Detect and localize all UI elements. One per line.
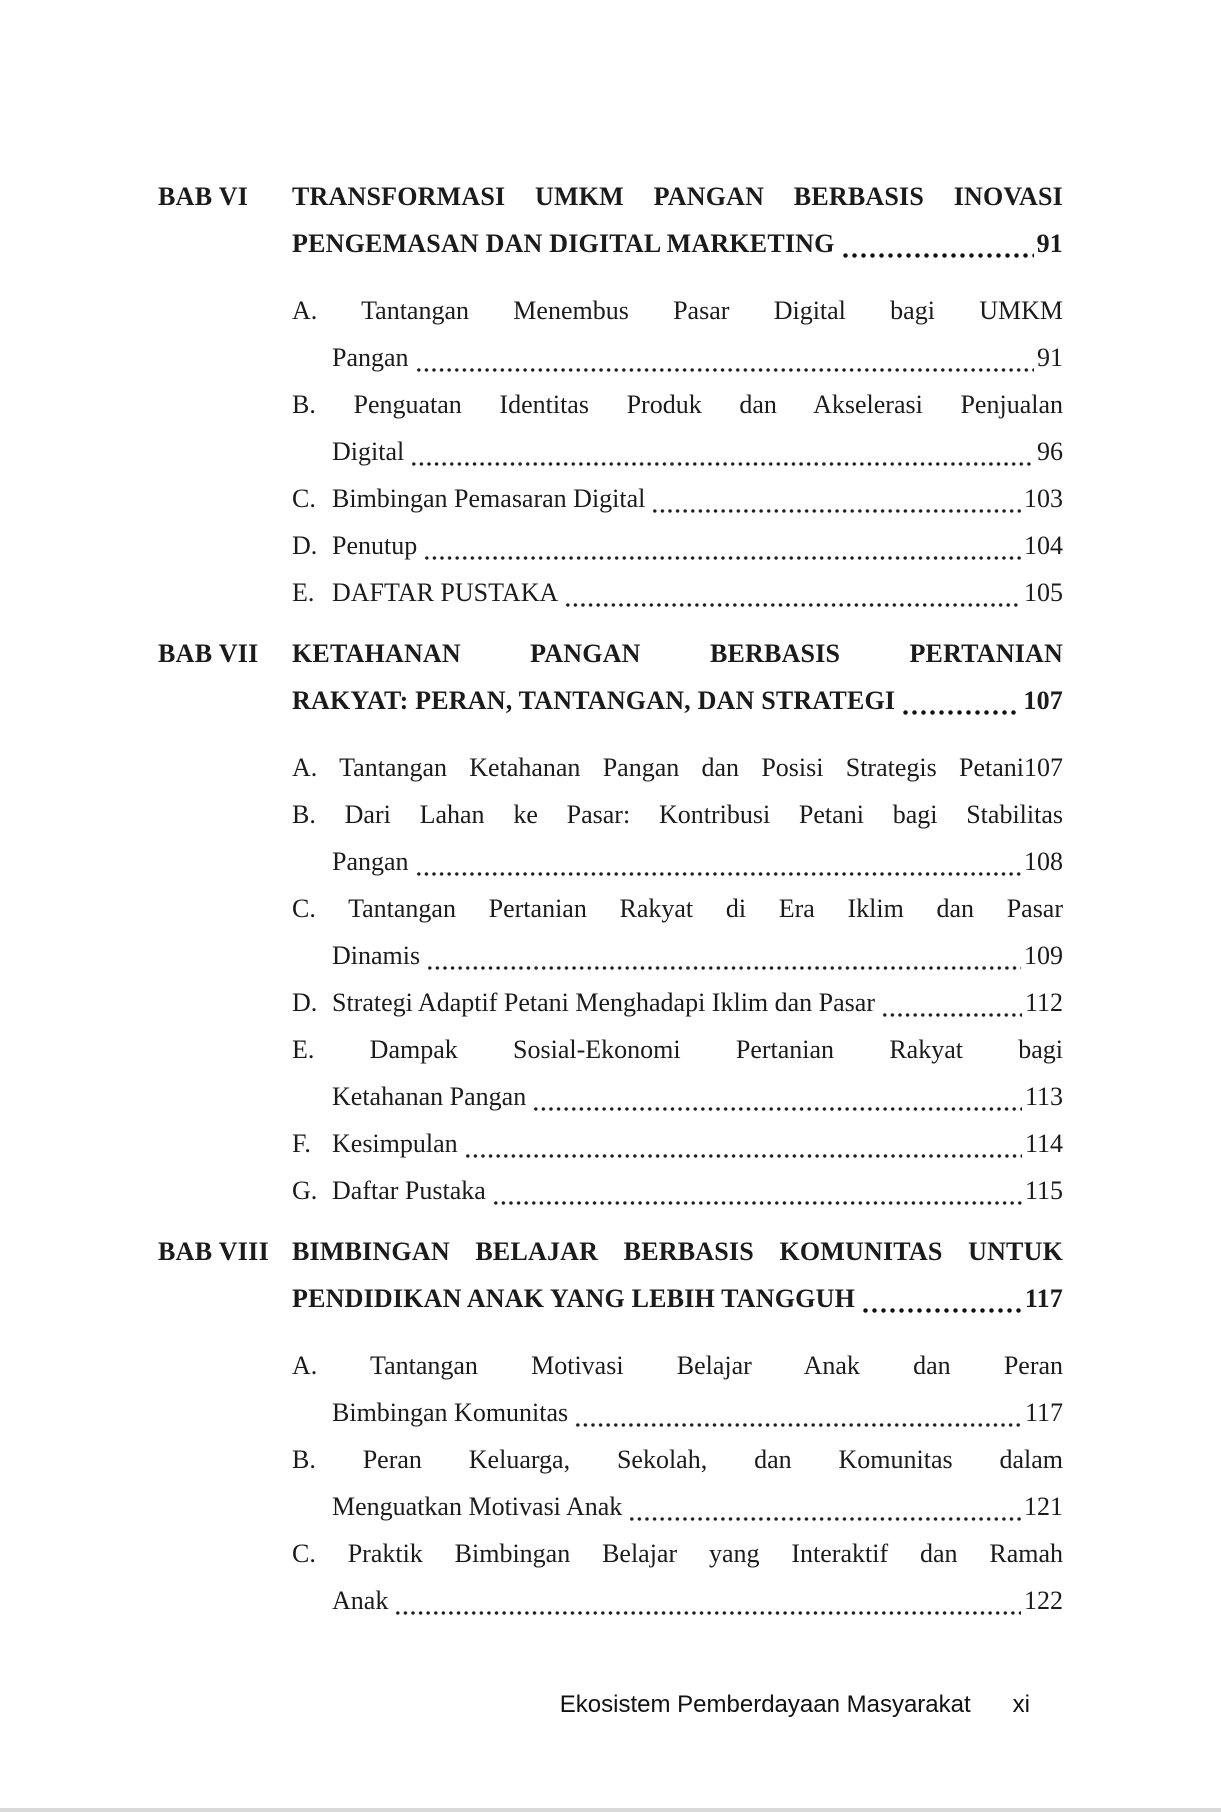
page-number: 91 xyxy=(1036,229,1063,258)
toc-item-line xyxy=(292,1167,1063,1214)
chapter-items xyxy=(292,287,1063,616)
entry-text: Menguatkan Motivasi Anak xyxy=(332,1492,623,1521)
dot-leader xyxy=(881,979,1022,1026)
dot-leader xyxy=(415,334,1034,381)
page-number: 113 xyxy=(1024,1082,1063,1111)
toc-item-line xyxy=(332,932,1063,979)
toc-item-line xyxy=(292,1342,1063,1389)
dot-leader xyxy=(651,475,1021,522)
entry-text: Kesimpulan xyxy=(332,1129,458,1158)
entry-text: DAFTAR PUSTAKA xyxy=(332,578,559,607)
chapter-title-line xyxy=(292,1228,1063,1275)
entry-text: Dampak Sosial-Ekonomi Pertanian Rakyat bagi xyxy=(369,1035,1063,1064)
entry-text: PENDIDIKAN ANAK YANG LEBIH TANGGUH xyxy=(292,1284,855,1313)
entry-text: PENGEMASAN DAN DIGITAL MARKETING xyxy=(292,229,835,258)
page-number: 121 xyxy=(1024,1492,1063,1521)
entry-text: Bimbingan Komunitas xyxy=(332,1398,569,1427)
toc-item-line xyxy=(292,1530,1063,1577)
entry-text: Praktik Bimbingan Belajar yang Interaktif dan Ramah xyxy=(347,1539,1063,1568)
entry-text: Penutup xyxy=(332,531,418,560)
item-letter: B. xyxy=(292,390,316,419)
dot-leader xyxy=(564,569,1021,616)
chapter-entry xyxy=(158,1228,1063,1624)
dot-leader xyxy=(426,932,1021,979)
dot-leader xyxy=(901,677,1020,724)
toc-item-line xyxy=(332,334,1063,381)
toc-item-line xyxy=(332,1389,1063,1436)
item-letter: D. xyxy=(292,531,318,560)
toc-item-line xyxy=(332,1073,1063,1120)
page-number: 96 xyxy=(1037,437,1063,466)
dot-leader xyxy=(532,1073,1022,1120)
toc-item-line xyxy=(292,522,1063,569)
page-footer xyxy=(560,1691,1030,1719)
toc-item-line xyxy=(292,979,1063,1026)
page-number: 107 xyxy=(1024,753,1063,782)
dot-leader xyxy=(492,1167,1022,1214)
chapter-title-line xyxy=(292,173,1063,220)
entry-text: Daftar Pustaka xyxy=(332,1176,486,1205)
item-letter: A. xyxy=(292,1351,318,1380)
page-number: 105 xyxy=(1024,578,1063,607)
item-letter: G. xyxy=(292,1176,318,1205)
item-letter: A. xyxy=(292,296,318,325)
scan-edge-artifact xyxy=(0,1808,1221,1812)
entry-text: Tantangan Menembus Pasar Digital bagi UMKM xyxy=(361,296,1064,325)
entry-text: Peran Keluarga, Sekolah, dan Komunitas dalam xyxy=(362,1445,1063,1474)
dot-leader xyxy=(394,1577,1021,1624)
dot-leader xyxy=(574,1389,1022,1436)
page-number: 108 xyxy=(1024,847,1063,876)
page-number: 91 xyxy=(1037,343,1063,372)
toc-item-line xyxy=(292,1436,1063,1483)
toc-item-line xyxy=(332,1577,1063,1624)
entry-text: Bimbingan Pemasaran Digital xyxy=(332,484,646,513)
toc-item-line xyxy=(332,428,1063,475)
toc-item-line xyxy=(292,1026,1063,1073)
entry-text: Dinamis xyxy=(332,941,421,970)
item-letter: E. xyxy=(292,1035,315,1064)
page-number: 104 xyxy=(1024,531,1063,560)
toc-item-line xyxy=(292,475,1063,522)
chapter-title-line xyxy=(292,220,1063,267)
chapter-entry xyxy=(158,630,1063,1214)
dot-leader xyxy=(861,1275,1022,1322)
chapter-title xyxy=(292,173,1063,267)
item-letter: A. xyxy=(292,753,318,782)
footer-page-number: xi xyxy=(1012,1691,1030,1718)
chapter-entry xyxy=(158,173,1063,616)
table-of-contents xyxy=(158,173,1063,1624)
chapter-label: BAB VII xyxy=(158,639,259,668)
dot-leader xyxy=(464,1120,1022,1167)
item-letter: E. xyxy=(292,578,315,607)
page-number: 112 xyxy=(1024,988,1063,1017)
entry-text: Tantangan Motivasi Belajar Anak dan Peran xyxy=(370,1351,1064,1380)
entry-text: RAKYAT: PERAN, TANTANGAN, DAN STRATEGI xyxy=(292,686,896,715)
entry-text: Dari Lahan ke Pasar: Kontribusi Petani bagi Stabilitas xyxy=(344,800,1064,829)
item-letter: B. xyxy=(292,1445,316,1474)
toc-item-line xyxy=(292,885,1063,932)
chapter-title xyxy=(292,630,1063,724)
entry-text: Strategi Adaptif Petani Menghadapi Iklim dan Pasar xyxy=(332,988,875,1017)
item-letter: D. xyxy=(292,988,318,1017)
dot-leader xyxy=(423,522,1021,569)
item-letter: C. xyxy=(292,1539,316,1568)
chapter-title-line xyxy=(292,1275,1063,1322)
toc-item-line xyxy=(332,838,1063,885)
dot-leader xyxy=(628,1483,1021,1530)
page-number: 107 xyxy=(1023,686,1063,715)
toc-item-line xyxy=(292,791,1063,838)
entry-text: BIMBINGAN BELAJAR BERBASIS KOMUNITAS UNTUK xyxy=(292,1237,1063,1266)
dot-leader xyxy=(415,838,1021,885)
chapter-label: BAB VIII xyxy=(158,1237,270,1266)
entry-text: Tantangan Pertanian Rakyat di Era Iklim dan Pasar xyxy=(348,894,1064,923)
chapter-title-line xyxy=(292,630,1063,677)
page-number: 122 xyxy=(1024,1586,1063,1615)
chapter-items xyxy=(292,744,1063,1214)
toc-item-line xyxy=(292,569,1063,616)
page-number: 103 xyxy=(1024,484,1063,513)
chapter-items xyxy=(292,1342,1063,1624)
item-letter: B. xyxy=(292,800,316,829)
chapter-label: BAB VI xyxy=(158,182,249,211)
footer-book-title: Ekosistem Pemberdayaan Masyarakat xyxy=(559,1691,971,1718)
page-number: 117 xyxy=(1024,1398,1063,1427)
entry-text: Digital xyxy=(332,437,405,466)
toc-item-line xyxy=(292,287,1063,334)
entry-text: Penguatan Identitas Produk dan Akselerasi Penjualan xyxy=(353,390,1063,419)
page-number: 114 xyxy=(1024,1129,1063,1158)
chapter-title-line xyxy=(292,677,1063,724)
dot-leader xyxy=(410,428,1034,475)
page-number: 115 xyxy=(1024,1176,1063,1205)
toc-item-line xyxy=(332,1483,1063,1530)
toc-item-line xyxy=(292,744,1063,791)
page-number: 117 xyxy=(1024,1284,1063,1313)
entry-text: TRANSFORMASI UMKM PANGAN BERBASIS INOVASI xyxy=(292,182,1063,211)
entry-text: Pangan xyxy=(332,847,409,876)
page-number: 109 xyxy=(1024,941,1063,970)
chapter-title xyxy=(292,1228,1063,1322)
toc-item-line xyxy=(292,381,1063,428)
entry-text: KETAHANAN PANGAN BERBASIS PERTANIAN xyxy=(292,639,1063,668)
item-letter: C. xyxy=(292,484,316,513)
entry-text: Pangan xyxy=(332,343,409,372)
item-letter: F. xyxy=(292,1129,311,1158)
entry-text: Tantangan Ketahanan Pangan dan Posisi Strategis Petani xyxy=(339,753,1024,782)
dot-leader xyxy=(841,220,1034,267)
entry-text: Ketahanan Pangan xyxy=(332,1082,527,1111)
toc-item-line xyxy=(292,1120,1063,1167)
entry-text: Anak xyxy=(332,1586,389,1615)
item-letter: C. xyxy=(292,894,316,923)
